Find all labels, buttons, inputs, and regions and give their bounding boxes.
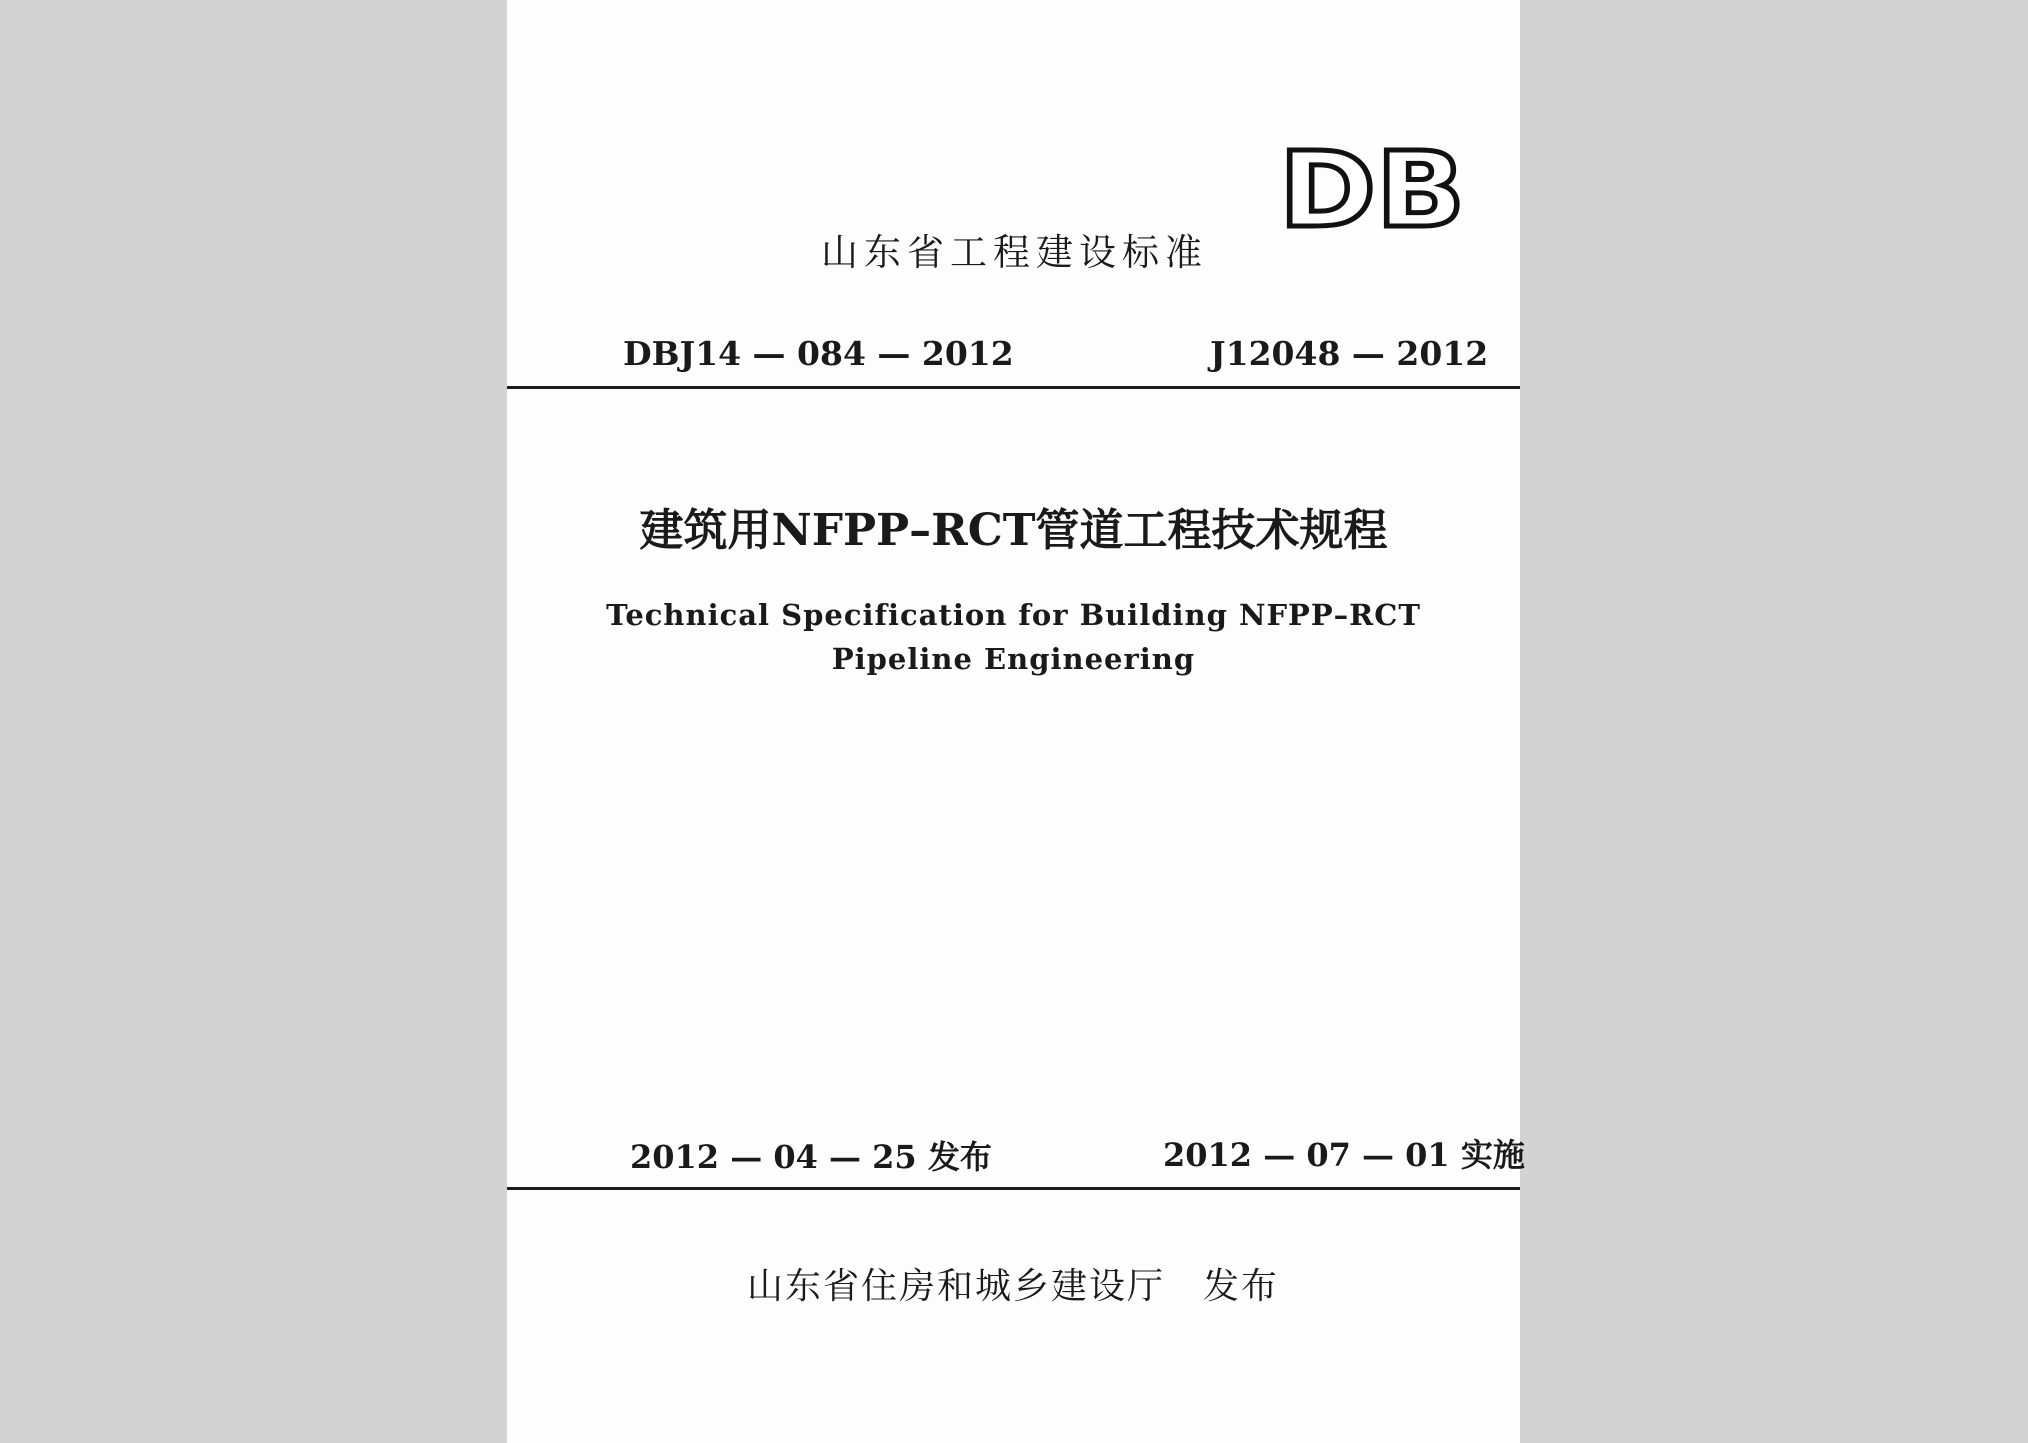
standard-number: DBJ14 — 084 — 2012	[623, 334, 1014, 373]
top-divider	[507, 386, 1520, 389]
db-logo	[1274, 140, 1470, 236]
record-number: J12048 — 2012	[1210, 334, 1489, 373]
title-english-line1: Technical Specification for Building NFPP–RCT	[606, 598, 1421, 632]
document-cover	[507, 0, 1525, 1443]
issue-date: 2012 — 04 — 25 发布	[630, 1138, 992, 1176]
effective-date: 2012 — 07 — 01 实施	[1163, 1136, 1525, 1174]
title-english-line2: Pipeline Engineering	[831, 642, 1196, 676]
bottom-divider	[507, 1187, 1520, 1190]
db-logo-text: DB	[1279, 140, 1465, 236]
title-chinese: 建筑用NFPP–RCT管道工程技术规程	[639, 505, 1388, 556]
publisher: 山东省住房和城乡建设厅 发布	[747, 1266, 1280, 1307]
standard-series-label: 山东省工程建设标准	[821, 231, 1208, 274]
